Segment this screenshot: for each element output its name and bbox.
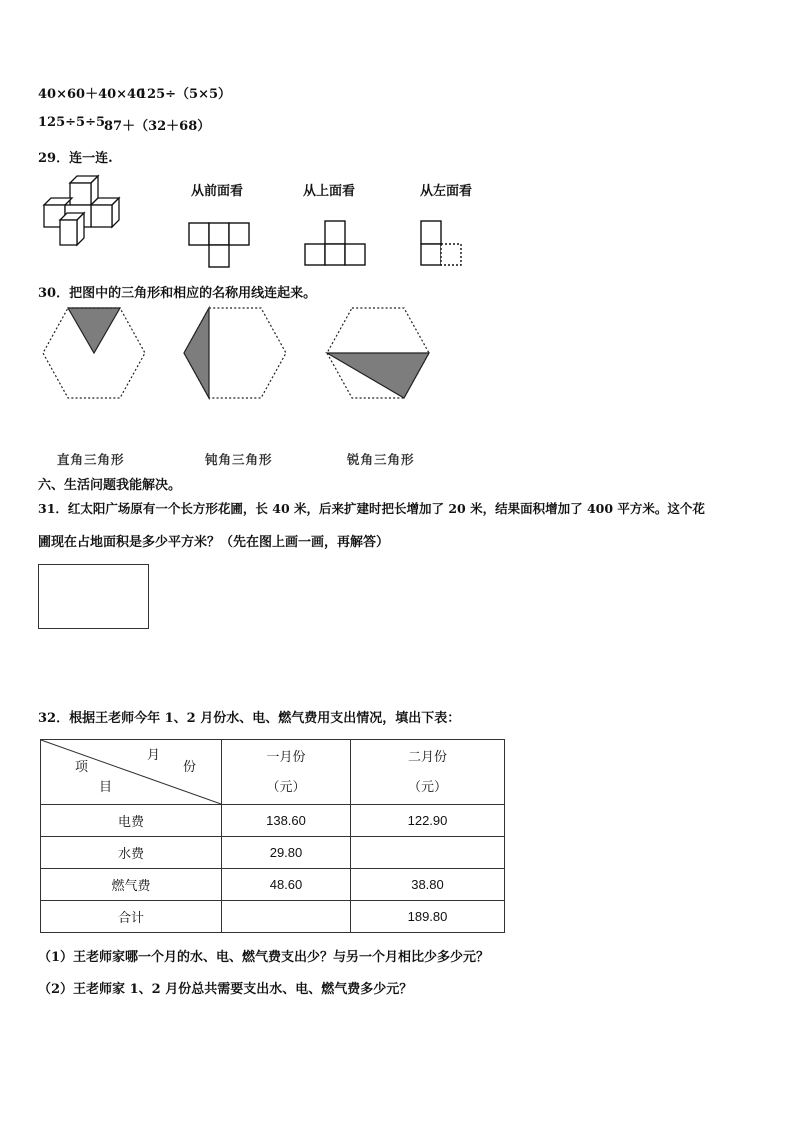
corner-item: 项	[75, 759, 89, 774]
column-header-jan	[222, 740, 351, 805]
question-32-sub-2: （2）王老师家 1、2 月份总共需要支出水、电、燃气费多少元？	[38, 982, 413, 997]
expression-3: 125÷5÷5	[38, 115, 106, 130]
cube-stack-figure	[40, 176, 130, 246]
column-header-feb	[351, 740, 505, 805]
view-shape-l	[419, 219, 469, 267]
hexagon-figure-2	[183, 307, 287, 399]
table-row	[41, 901, 505, 933]
expression-1: 40×60＋40×40	[38, 87, 146, 102]
section-6-title: 六、生活问题我能解决。	[38, 478, 182, 493]
triangle-label-right: 直角三角形	[57, 452, 125, 467]
cell-jan: 48.60	[222, 869, 351, 901]
feb-unit: （元）	[407, 779, 447, 794]
expression-2: 125÷（5×5）	[138, 87, 232, 102]
table-row	[41, 837, 505, 869]
cell-jan: 138.60	[222, 805, 351, 837]
hexagon-figure-3	[326, 307, 430, 399]
question-32-sub-1: （1）王老师家哪一个月的水、电、燃气费支出少？与另一个月相比少多少元？	[38, 950, 490, 965]
jan-label: 一月份	[266, 749, 306, 764]
view-label-left: 从左面看	[420, 184, 473, 199]
table-row	[41, 869, 505, 901]
corner-mu: 目	[99, 779, 113, 794]
question-29-title: 29．连一连.	[38, 151, 113, 166]
row-label: 电费	[41, 805, 222, 837]
cell-jan-blank[interactable]	[222, 901, 351, 933]
corner-month: 月	[147, 747, 161, 762]
fee-table	[40, 739, 505, 933]
triangle-label-acute: 锐角三角形	[347, 452, 415, 467]
view-shape-inverted-t	[303, 219, 373, 267]
view-shape-t	[187, 221, 267, 267]
row-label: 合计	[41, 901, 222, 933]
table-corner-header	[41, 740, 222, 805]
row-label: 燃气费	[41, 869, 222, 901]
cell-jan: 29.80	[222, 837, 351, 869]
question-32-title: 32．根据王老师今年 1、2 月份水、电、燃气费用支出情况，填出下表：	[38, 711, 461, 726]
cell-feb: 122.90	[351, 805, 505, 837]
view-label-top: 从上面看	[303, 184, 356, 199]
hexagon-figure-1	[42, 307, 146, 399]
cell-feb: 189.80	[351, 901, 505, 933]
question-31-line-1: 31．红太阳广场原有一个长方形花圃，长 40 米，后来扩建时把长增加了 20 米，结果面积增加了 400 平方米。这个花	[38, 501, 705, 516]
feb-label: 二月份	[407, 749, 447, 764]
question-30-title: 30．把图中的三角形和相应的名称用线连起来。	[38, 286, 317, 301]
view-label-front: 从前面看	[191, 184, 244, 199]
jan-unit: （元）	[266, 779, 306, 794]
garden-rectangle	[38, 564, 149, 629]
question-31-line-2: 圃现在占地面积是多少平方米？（先在图上画一画，再解答）	[38, 535, 390, 550]
triangle-label-obtuse: 钝角三角形	[205, 452, 273, 467]
table-row	[41, 805, 505, 837]
cell-feb-blank[interactable]	[351, 837, 505, 869]
expression-4: 87＋（32＋68）	[104, 119, 211, 134]
corner-fen: 份	[183, 759, 197, 774]
row-label: 水费	[41, 837, 222, 869]
cell-feb: 38.80	[351, 869, 505, 901]
